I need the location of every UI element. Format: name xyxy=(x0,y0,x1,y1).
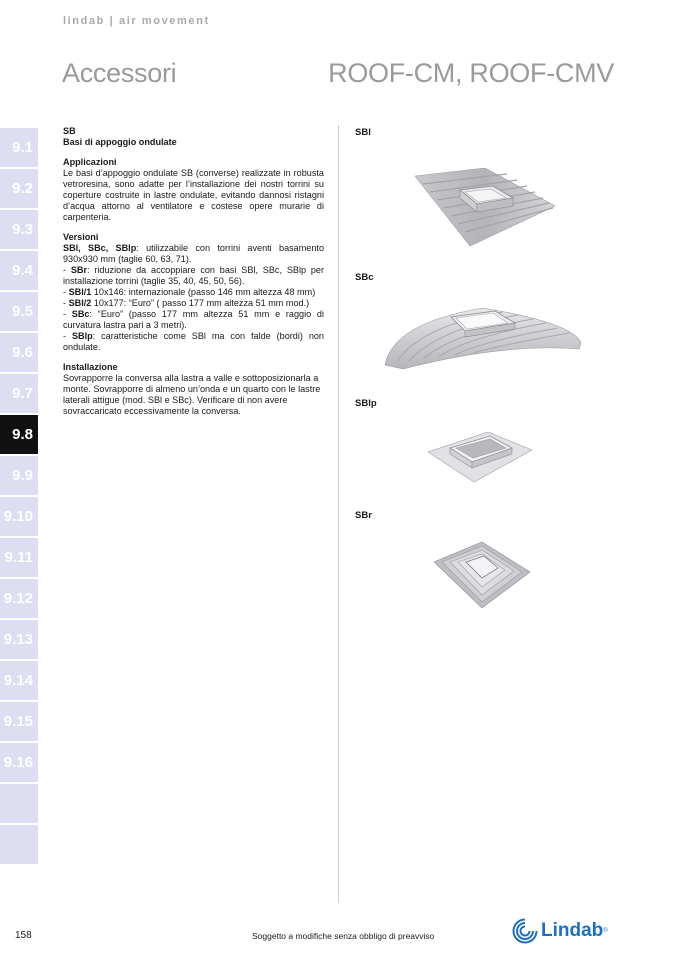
column-divider xyxy=(338,125,339,903)
versione-text: 10x177: “Euro” ( passo 177 mm altezza 51 mm mod.) xyxy=(91,298,310,308)
installazione-text: Sovrapporre la conversa alla lastra a valle e sottoposizionarla a monte. Sovrapporre di almeno un’onda e un quarto con le lastre laterali attigue (mod. SBl e SBc). Verificare di non avere sovraccaricato eccessivamente la conversa. xyxy=(63,373,321,416)
versione-prefix: - xyxy=(63,309,72,319)
chapter-tab-9-1[interactable]: 9.1 xyxy=(0,128,38,167)
product-label-sbl: SBl xyxy=(355,127,371,138)
versione-code: SBl, SBc, SBlp xyxy=(63,243,137,253)
sbl-product-image xyxy=(415,168,555,248)
chapter-tabs xyxy=(0,128,38,866)
versioni-list xyxy=(63,243,324,353)
product-label-sbr: SBr xyxy=(355,510,372,521)
description-column xyxy=(63,126,324,417)
versione-text: : “Euro” (passo 177 mm altezza 51 mm e raggio di curvatura lastra pari a 3 metri). xyxy=(63,309,324,330)
lindab-logo-text: Lindab xyxy=(541,920,604,941)
chapter-tab-9-7[interactable]: 9.7 xyxy=(0,374,38,413)
versione-code: SBl/1 xyxy=(68,287,92,297)
chapter-tab-9-3[interactable]: 9.3 xyxy=(0,210,38,249)
versione-item xyxy=(63,265,324,287)
chapter-tab-blank xyxy=(0,784,38,823)
versione-prefix: - xyxy=(63,287,69,297)
versione-prefix: - xyxy=(63,331,72,341)
chapter-tab-blank xyxy=(0,825,38,864)
versione-prefix: - xyxy=(63,298,69,308)
versione-item xyxy=(63,331,324,353)
product-subtitle: Basi di appoggio ondulate xyxy=(63,137,177,147)
versione-text: : caratteristiche come SBl ma con falde (bordi) non ondulate. xyxy=(63,331,324,352)
applicazioni-heading: Applicazioni xyxy=(63,157,117,167)
chapter-tab-9-13[interactable]: 9.13 xyxy=(0,620,38,659)
product-label-sbc: SBc xyxy=(355,272,374,283)
chapter-tab-9-15[interactable]: 9.15 xyxy=(0,702,38,741)
installazione-heading: Installazione xyxy=(63,362,118,372)
versione-item xyxy=(63,243,324,265)
versione-code: SBl/2 xyxy=(68,298,92,308)
versione-text: : riduzione da accoppiare con basi SBl, SBc, SBlp per installazione torrini (taglie 35, 40, 45, 50, 56). xyxy=(63,265,324,286)
versione-text: 10x146: internazionale (passo 146 mm altezza 48 mm) xyxy=(91,287,316,297)
section-title: Accessori xyxy=(62,58,177,88)
chapter-tab-9-10[interactable]: 9.10 xyxy=(0,497,38,536)
chapter-tab-9-2[interactable]: 9.2 xyxy=(0,169,38,208)
lindab-logo-icon xyxy=(512,918,538,944)
product-label-sblp: SBlp xyxy=(355,398,377,409)
lindab-logo-mark: ® xyxy=(603,928,608,934)
product-title: ROOF-CM, ROOF-CMV xyxy=(328,58,614,88)
lindab-logo xyxy=(512,918,608,944)
versione-text: : utilizzabile con torrini aventi basamento 930x930 mm (taglie 60, 63, 71). xyxy=(63,243,324,264)
product-code: SB xyxy=(63,126,76,136)
chapter-tab-9-12[interactable]: 9.12 xyxy=(0,579,38,618)
chapter-tab-9-8[interactable]: 9.8 xyxy=(0,415,38,454)
versione-item xyxy=(63,287,324,298)
versione-code: SBc xyxy=(71,309,90,319)
versione-prefix: - xyxy=(63,265,71,275)
versione-item xyxy=(63,298,324,309)
chapter-tab-9-6[interactable]: 9.6 xyxy=(0,333,38,372)
chapter-tab-9-4[interactable]: 9.4 xyxy=(0,251,38,290)
footer-note: Soggetto a modifiche senza obbligo di preavviso xyxy=(252,931,435,941)
chapter-tab-9-16[interactable]: 9.16 xyxy=(0,743,38,782)
chapter-tab-9-5[interactable]: 9.5 xyxy=(0,292,38,331)
versione-code: SBlp xyxy=(71,331,93,341)
sbr-product-image xyxy=(434,540,530,610)
page-number: 158 xyxy=(15,930,32,941)
chapter-tab-9-14[interactable]: 9.14 xyxy=(0,661,38,700)
brand-line: lindab | air movement xyxy=(63,15,210,27)
sbc-product-image xyxy=(383,303,583,371)
versioni-heading: Versioni xyxy=(63,232,99,242)
sblp-product-image xyxy=(428,428,532,484)
chapter-tab-9-11[interactable]: 9.11 xyxy=(0,538,38,577)
chapter-tab-9-9[interactable]: 9.9 xyxy=(0,456,38,495)
versione-code: SBr xyxy=(70,265,88,275)
versione-item xyxy=(63,309,324,331)
applicazioni-text: Le basi d’appoggio ondulate SB (converse) realizzate in robusta vetroresina, sono adatte per l’installazione dei nostri torrini su coperture costruite in lastre ondulate, evitando dannosi ristagni d’acqua attorno al ventilatore e costese opere murarie di carpenteria. xyxy=(63,168,324,222)
